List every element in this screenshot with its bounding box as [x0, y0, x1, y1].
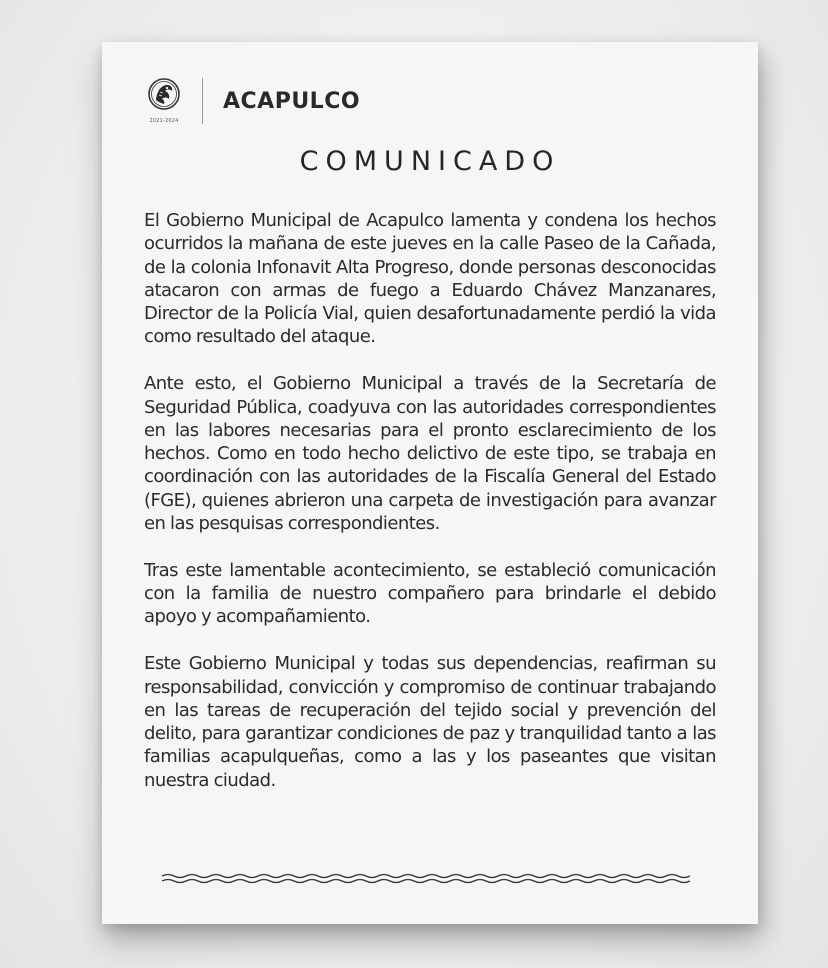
- paragraph-1: El Gobierno Municipal de Acapulco lamenta y condena los hechos ocurridos la mañana de este jueves en la calle Paseo de la Cañada, de la colonia Infonavit Alta Progreso, donde personas desconocidas atacaron con armas de fuego a Eduardo Chávez Manzanares, Director de la Policía Vial, quien desafortunadamente perdió la vida como resultado del ataque.: [144, 210, 716, 348]
- municipal-seal-icon: [146, 76, 182, 126]
- acapulco-wordmark: ACAPULCO: [223, 88, 361, 114]
- paragraph-4: Este Gobierno Municipal y todas sus dependencias, reafirman su responsabilidad, convicción y compromiso de continuar trabajando en las tareas de recuperación del tejido social y prevención del delito, para garantizar condiciones de paz y tranquilidad tanto a las familias acapulqueñas, como a las y los paseantes que visitan nuestra ciudad.: [144, 653, 716, 791]
- header-divider: [202, 78, 203, 124]
- seal-years: 2021-2024: [149, 118, 179, 124]
- letterhead: [146, 76, 360, 126]
- document-title: COMUNICADO: [299, 146, 561, 177]
- document-body: [144, 209, 716, 816]
- press-release-sheet: [102, 42, 758, 924]
- paragraph-2: Ante esto, el Gobierno Municipal a través de la Secretaría de Seguridad Pública, coadyuva con las autoridades correspondientes en las labores necesarias para el pronto esclarecimiento de los hechos. Como en todo hecho delictivo de este tipo, se trabaja en coordinación con las autoridades de la Fiscalía General del Estado (FGE), quienes abrieron una carpeta de investigación para avanzar en las pesquisas correspondientes.: [144, 373, 716, 535]
- paragraph-3: Tras este lamentable acontecimiento, se estableció comunicación con la familia de nuestro compañero para brindarle el debido apoyo y acompañamiento.: [144, 559, 716, 628]
- wave-ornament: [162, 872, 690, 886]
